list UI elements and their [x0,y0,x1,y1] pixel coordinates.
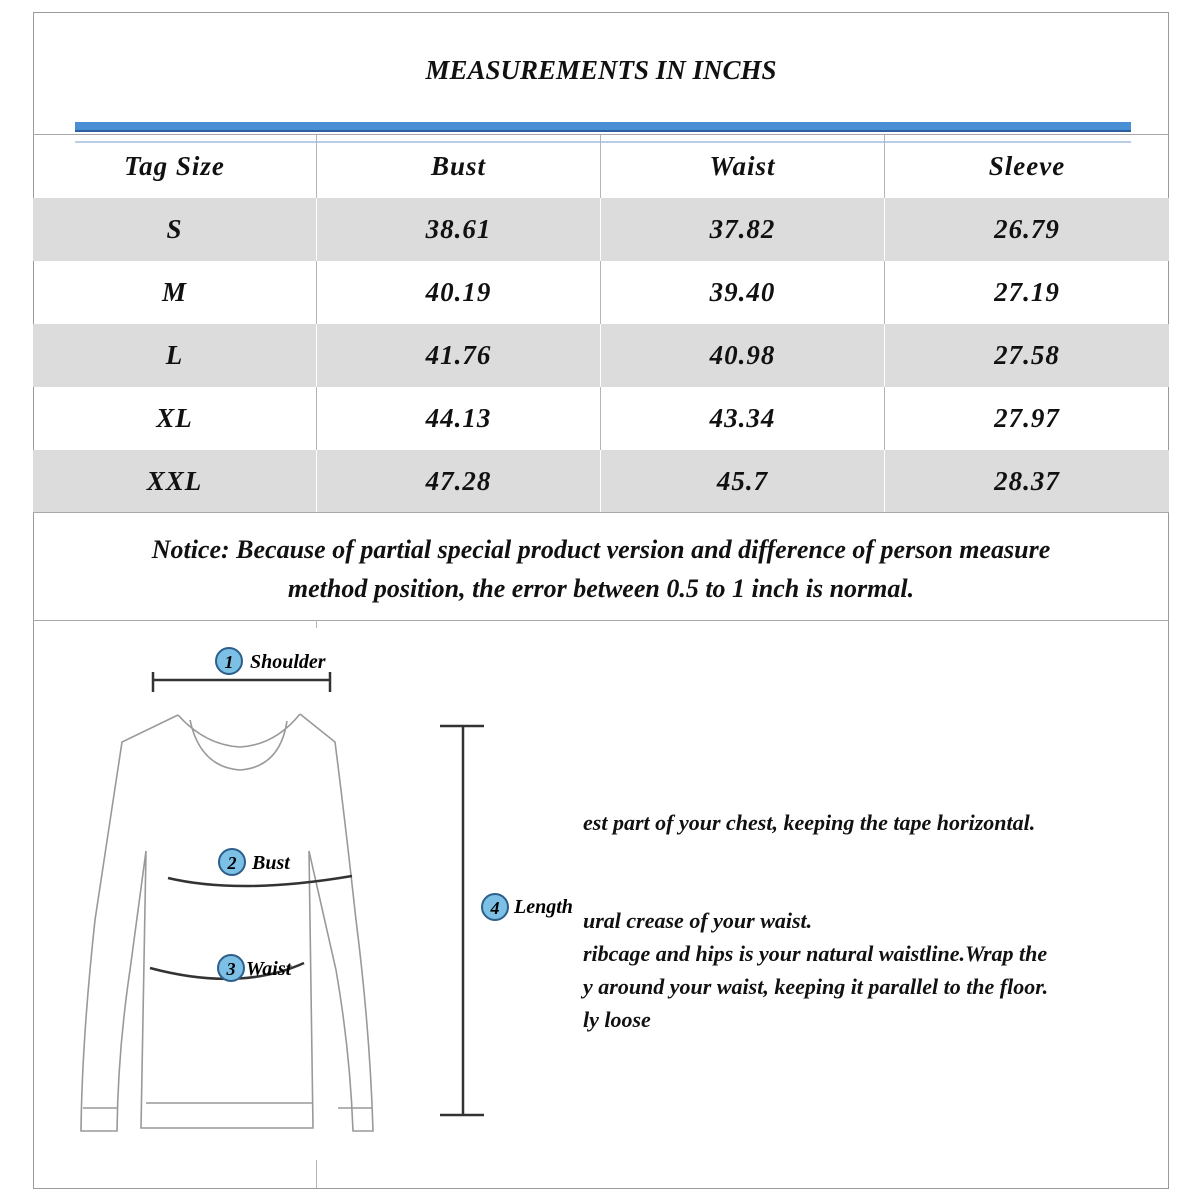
length-measure-line [440,726,484,1115]
cell-waist: 45.7 [601,450,885,513]
shoulder-label: Shoulder [250,651,326,673]
cell-bust: 44.13 [317,387,601,450]
cell-size: XXL [33,450,317,513]
cell-waist: 40.98 [601,324,885,387]
table-row [33,261,1169,324]
table-row [33,387,1169,450]
header-sleeve: Sleeve [988,151,1066,181]
cell-bust: 38.61 [317,198,601,261]
cell-sleeve: 26.79 [994,214,1060,244]
header-tag-size: Tag Size [33,135,317,198]
table-row [33,450,1169,513]
table-header-row [33,135,1169,198]
instruction-waist-1: ural crease of your waist. [583,908,813,933]
cell-size: L [33,324,317,387]
notice-line-1: Notice: Because of partial special product version and difference of person measure [151,535,1051,564]
instruction-waist-4: ly loose [583,1007,651,1032]
cell-size: M [33,261,317,324]
svg-text:2: 2 [227,853,237,873]
cell-size: S [33,198,317,261]
cell-bust: 41.76 [317,324,601,387]
svg-text:1: 1 [224,652,234,672]
badge-3-icon [218,955,244,981]
badge-1-icon [216,648,242,674]
length-label: Length [514,896,573,918]
cell-sleeve: 27.19 [994,277,1060,307]
cell-size: XL [33,387,317,450]
cell-sleeve: 27.58 [994,340,1060,370]
chart-title: MEASUREMENTS IN INCHS [425,55,777,85]
bust-measure-line [168,876,352,886]
divider [33,512,1169,513]
notice-text [33,530,1169,608]
notice-line-2: method position, the error between 0.5 to 1 inch is normal. [287,574,915,603]
cell-bust: 40.19 [317,261,601,324]
waist-label: Waist [246,958,292,980]
instruction-bust: est part of your chest, keeping the tape horizontal. [583,810,1036,835]
cell-waist: 37.82 [601,198,885,261]
header-waist: Waist [601,135,885,198]
table-row [33,198,1169,261]
cell-waist: 39.40 [601,261,885,324]
svg-text:3: 3 [226,959,236,979]
svg-text:4: 4 [490,898,500,918]
badge-2-icon [219,849,245,875]
shirt-measurement-diagram [0,620,600,1190]
cell-waist: 43.34 [601,387,885,450]
instruction-waist-3: y around your waist, keeping it parallel to the floor. [583,974,1049,999]
bust-label: Bust [252,852,290,874]
cell-sleeve: 28.37 [994,466,1060,496]
shoulder-measure-line [153,672,330,692]
table-row [33,324,1169,387]
cell-sleeve: 27.97 [994,403,1060,433]
title-divider-bar [75,122,1131,132]
cell-bust: 47.28 [317,450,601,513]
shirt-outline-icon [81,714,373,1131]
badge-4-icon [482,894,508,920]
header-bust: Bust [317,135,601,198]
instruction-waist-2: ribcage and hips is your natural waistline.Wrap the [583,941,1048,966]
